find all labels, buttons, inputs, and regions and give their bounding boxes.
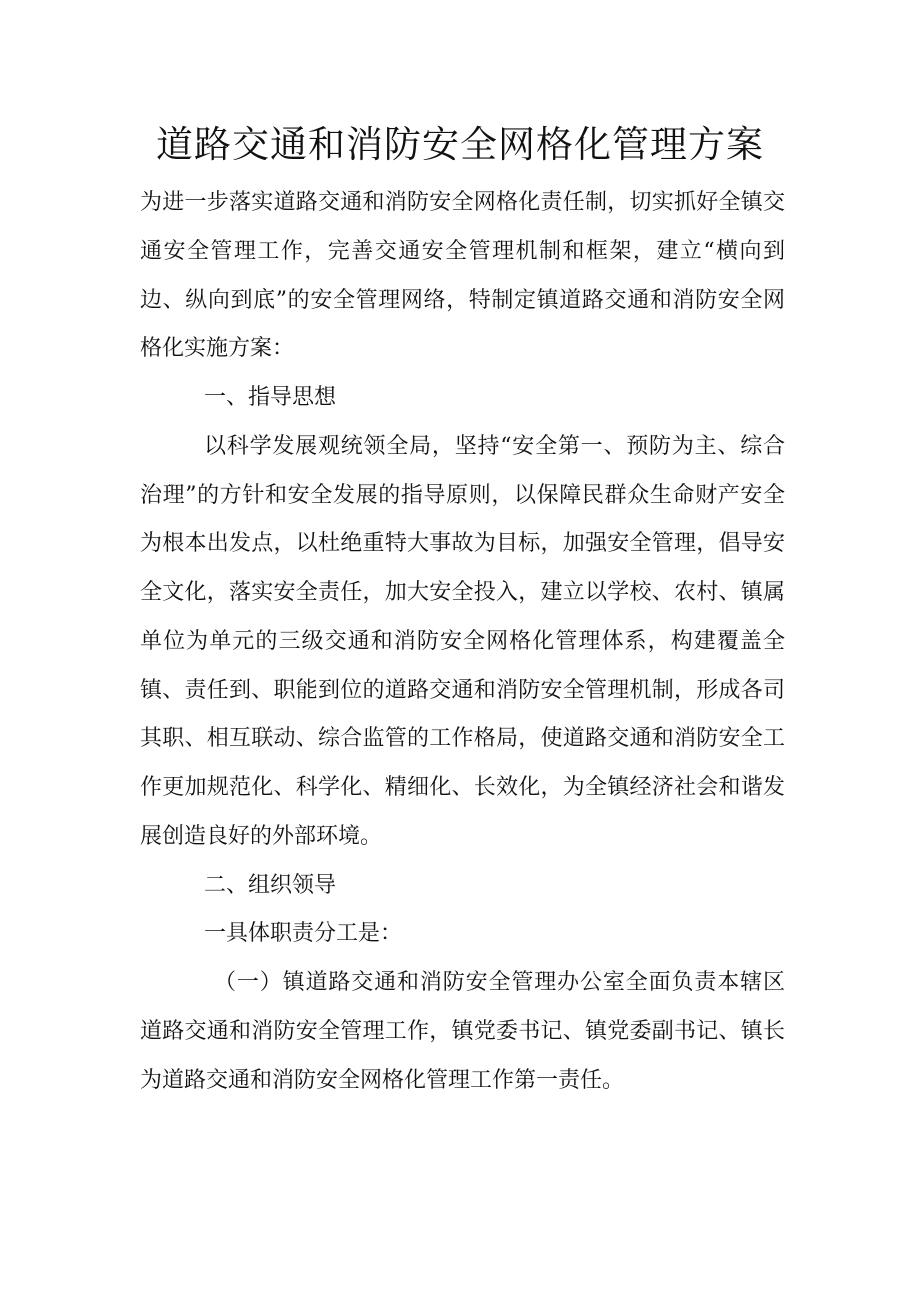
division-of-duties-paragraph: 一具体职责分工是： <box>204 921 403 947</box>
guiding-ideology-paragraph: 以科学发展观统领全局，坚持“安全第一、预防为主、综合治理”的方针和安全发展的指导原则，以保障民群众生命财产安全为根本出发点，以杜绝重特大事故为目标，加强安全管理，倡导安全文化，落实安全责任，加大安全投入，建立以学校、农村、镇属单位为单元的三级交通和消防安全网格化管理体系，构建覆盖全镇、责任到、职能到位的道路交通和消防安全管理机制，形成各司其职、相互联动、综合监管的工作格局，使道路交通和消防安全工作更加规范化、科学化、精细化、长效化，为全镇经济社会和谐发展创造良好的外部环境。 <box>140 433 785 849</box>
duty-item-1-paragraph: （一）镇道路交通和消防安全管理办公室全面负责本辖区道路交通和消防安全管理工作，镇党委书记、镇党委副书记、镇长为道路交通和消防安全网格化管理工作第一责任。 <box>140 970 785 1093</box>
document-body <box>140 179 785 1105</box>
document-title: 道路交通和消防安全网格化管理方案 <box>156 123 764 166</box>
section-heading-guiding-ideology: 一、指导思想 <box>204 385 337 410</box>
section-heading-organization: 二、组织领导 <box>204 872 337 898</box>
intro-paragraph: 为进一步落实道路交通和消防安全网格化责任制，切实抓好全镇交通安全管理工作，完善交通安全管理机制和框架，建立“横向到边、纵向到底”的安全管理网络，特制定镇道路交通和消防安全网格化实施方案： <box>140 190 785 362</box>
